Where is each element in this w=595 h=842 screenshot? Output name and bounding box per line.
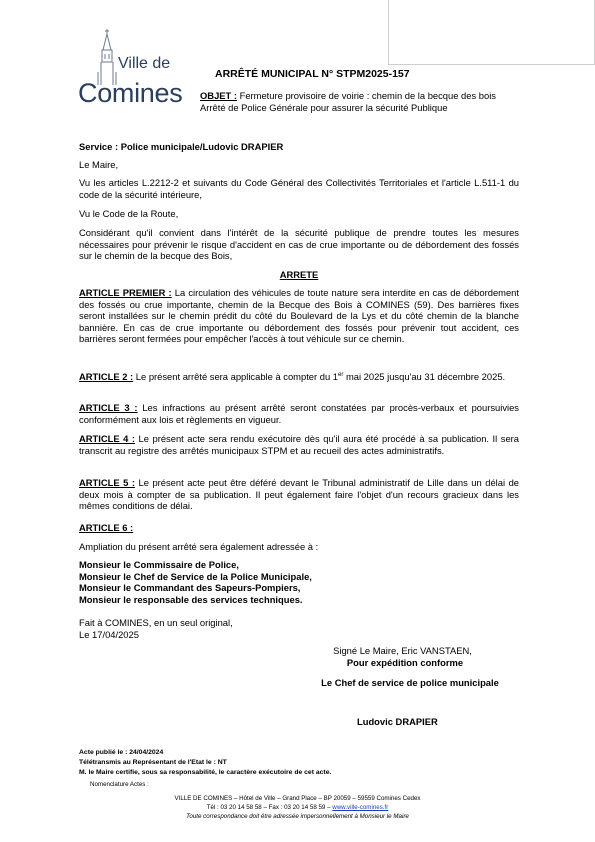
service-line: Service : Police municipale/Ludovic DRAPIER bbox=[79, 141, 284, 152]
logo-line2: Comines bbox=[78, 78, 183, 108]
nomenclature: Nomenclature Actes : bbox=[90, 781, 149, 788]
article-2 bbox=[79, 370, 519, 383]
article-2-post: mai 2025 jusqu'au 31 décembre 2025. bbox=[343, 371, 506, 383]
recipient-item: Monsieur le Commissaire de Police, bbox=[79, 559, 239, 570]
footer-address: VILLE DE COMINES – Hôtel de Ville – Grand Place – BP 20059 – 59559 Comines Cedex bbox=[174, 795, 421, 802]
article-6 bbox=[79, 522, 519, 534]
article-5-label: ARTICLE 5 : bbox=[79, 477, 135, 488]
recipient-list bbox=[79, 559, 519, 605]
article-2-sup: er bbox=[338, 372, 344, 378]
le-maire: Le Maire, bbox=[79, 159, 119, 170]
recipient-item: Monsieur le Commandant des Sapeurs-Pompiers, bbox=[79, 582, 301, 593]
article-4 bbox=[79, 433, 519, 456]
footer-phone: Tél : 03 20 14 58 58 – Fax : 03 20 14 58 59 – bbox=[206, 804, 333, 811]
article-3-text: Les infractions au présent arrêté seront constatées par procès-verbaux et poursuivies conformément aux lois et règlements en vigueur. bbox=[79, 402, 519, 425]
recipient-item: Monsieur le Chef de Service de la Police Municipale, bbox=[79, 570, 312, 582]
website-link[interactable]: www.ville-comines.fr bbox=[332, 804, 389, 811]
page-title: ARRÊTÉ MUNICIPAL N° STPM2025-157 bbox=[215, 68, 410, 80]
vu-articles: Vu les articles L.2212-2 et suivants du Code Général des Collectivités Territoriales et l'article L.511-1 du code de la sécurité intérieure, bbox=[79, 177, 519, 200]
article-2-pre: Le présent arrêté sera applicable à compter du 1 bbox=[135, 371, 338, 383]
article-3 bbox=[79, 402, 519, 425]
article-4-text: Le présent acte sera rendu exécutoire dès qu'il aura été procédé à sa publication. Il sera transcrit au registre des arrêtés municipaux STPM et au recueil des actes administratifs. bbox=[79, 433, 519, 456]
signatory-name: Ludovic DRAPIER bbox=[357, 716, 438, 727]
logo-line1: Ville de bbox=[118, 55, 171, 72]
arrete-heading: ARRETE bbox=[279, 269, 319, 280]
footer-contact bbox=[0, 804, 595, 812]
date-line: Le 17/04/2025 bbox=[79, 629, 139, 640]
article-3-label: ARTICLE 3 : bbox=[79, 402, 138, 413]
comines-logo bbox=[78, 22, 193, 112]
article-5-text: Le présent acte peut être déféré devant le Tribunal administratif de Lille dans un délai de deux mois à compter de sa publication. Il peut également faire l'objet d'un recours gracieux dans les mêmes conditions de délai. bbox=[79, 477, 519, 511]
signed-by: Signé Le Maire, Eric VANSTAEN, bbox=[333, 645, 472, 656]
expedition-conforme: Pour expédition conforme bbox=[346, 657, 464, 668]
objet-text: Fermeture provisoire de voirie : chemin de la becque des bois bbox=[239, 90, 496, 101]
chef-service: Le Chef de service de police municipale bbox=[321, 677, 499, 688]
fait-a: Fait à COMINES, en un seul original, bbox=[79, 617, 233, 628]
considerant: Considérant qu'il convient dans l'intérêt de la sécurité publique de prendre toutes les mesures nécessaires pour prévenir le risque d'accident en cas de crue importante ou de débordement des fossés sur le chemin de la becque des Bois, bbox=[79, 227, 519, 261]
article-5 bbox=[79, 477, 519, 512]
objet-block bbox=[200, 90, 520, 113]
objet-label: OBJET : bbox=[200, 90, 237, 101]
article-2-label: ARTICLE 2 : bbox=[79, 371, 134, 383]
maire-certifie: M. le Maire certifie, sous sa responsabilité, le caractère exécutoire de cet acte. bbox=[79, 769, 332, 776]
acte-publie: Acte publié le : 24/04/2024 bbox=[79, 749, 164, 756]
article-1-label: ARTICLE PREMIER : bbox=[79, 287, 172, 298]
teletransmis: Télétransmis au Représentant de l'Etat le : NT bbox=[79, 759, 227, 766]
vu-code-route: Vu le Code de la Route, bbox=[79, 208, 179, 219]
ampliation: Ampliation du présent arrêté sera également adressée à : bbox=[79, 541, 319, 552]
article-4-label: ARTICLE 4 : bbox=[79, 433, 136, 444]
stamp-box bbox=[388, 0, 595, 65]
footer-notice: Toute correspondance doit être adressée impersonnellement à Monsieur le Maire bbox=[186, 813, 409, 820]
article-6-label: ARTICLE 6 : bbox=[79, 522, 134, 533]
article-1 bbox=[79, 287, 519, 345]
objet-line2: Arrêté de Police Générale pour assurer la sécurité Publique bbox=[200, 101, 448, 113]
recipient-item: Monsieur le responsable des services techniques. bbox=[79, 593, 303, 605]
article-1-text: La circulation des véhicules de toute nature sera interdite en cas de débordement des fossés ou crue importante, chemin de la Becque des Bois à COMINES (59). Des barrières fixes seront installées sur le chemin prédit du côté du Boulevard de la Lys et du côté chemin de la blanche bannière. En cas de crue importante ou débordement des fossés pour prévenir tout accident, ces barrières seront fermées pour empêcher l'accès à tout véhicule sur ce chemin. bbox=[79, 287, 520, 344]
signature-block bbox=[280, 645, 540, 689]
publication-meta bbox=[79, 748, 331, 778]
